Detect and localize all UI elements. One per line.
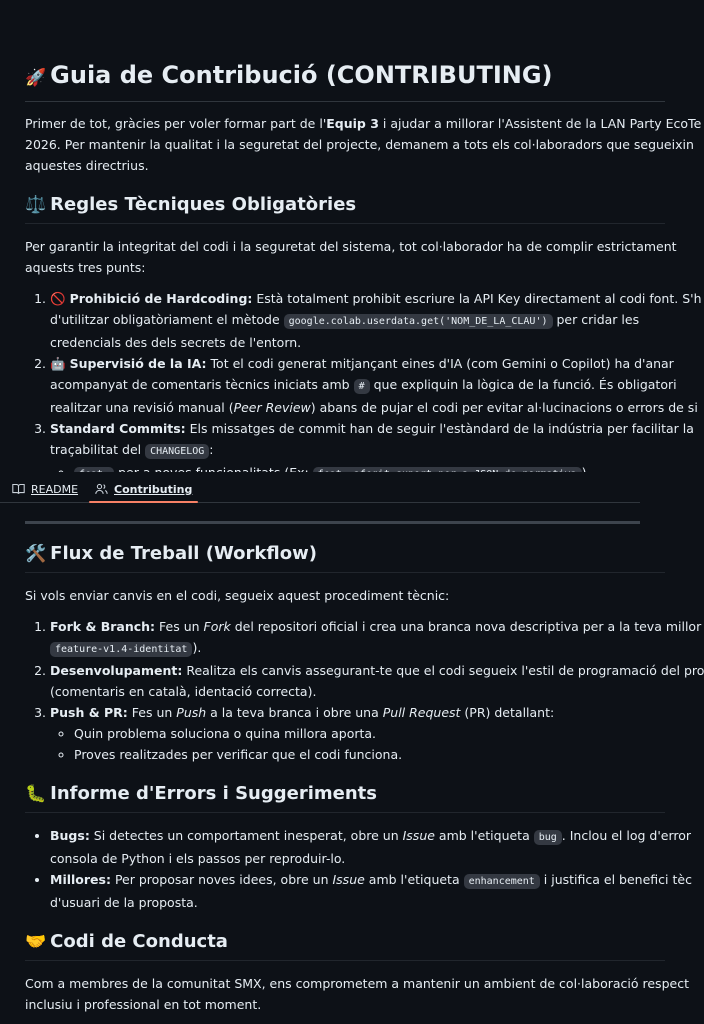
list-item-improvements: • Millores: Per proposar noves idees, obre un Issue amb l'etiqueta enhancement i justifica el benefici tèc d'usuari de la proposta. [50,869,665,913]
list-item: ◦ Proves realitzades per verificar que el codi funciona. [74,744,665,765]
conduct-heading: 🤝 Codi de Conducta [25,929,665,961]
handshake-icon: 🤝 [25,932,47,952]
page-title: 🚀 Guia de Contribució (CONTRIBUTING) [25,60,665,102]
step-development: 2. Desenvolupament: Realitza els canvis assegurant-te que el codi segueix l'estil de programació del pro (comentaris en català, identació correcta). [50,660,665,702]
balance-scale-icon: ⚖️ [25,195,47,215]
tab-contributing[interactable]: Contributing [95,476,192,502]
rule-ai-supervision: 2. 🤖 Supervisió de la IA: Tot el codi generat mitjançant eines d'IA (com Gemini o Copilot) ha d'anar acompanyat de comentaris tècnics iniciats amb # que expliquin la lògica de la funció. És obligatori realitzar una revisió manual (Peer Review) abans de pujar el codi per evitar al·lucinacions o errors de si [50,353,665,418]
inline-code: bug [534,830,562,845]
people-icon [95,483,108,495]
section-divider [25,521,640,524]
rules-intro: Per garantir la integritat del codi i la seguretat del sistema, tot col·laborador ha de complir estrictament aquests tres punts: [25,239,677,275]
robot-icon: 🤖 [50,356,66,371]
bug-icon: 🐛 [25,784,47,804]
tools-icon: 🛠️ [25,544,47,564]
step-push-pr: 3. Push & PR: Fes un Push a la teva branca i obre una Pull Request (PR) detallant: ◦ Quin problema soluciona o quina millora aporta. ◦ Proves realitzades per verificar que el codi funciona. [50,702,665,765]
bugs-list [25,825,692,913]
bottom-content [25,541,704,1015]
rule-hardcoding: 1. 🚫 Prohibició de Hardcoding: Està totalment prohibit escriure la API Key directament al codi font. S'h d'utilitzar obligatòriament el mètode google.colab.userdata.get('NOM_DE_LA_CLAU') per cridar les credencials des dels secrets de l'entorn. [50,288,665,353]
list-item-bugs: • Bugs: Si detectes un comportament inesperat, obre un Issue amb l'etiqueta bug . Inclou el log d'error consola de Python i els passos per reproduir-lo. [50,825,665,869]
workflow-steps [25,616,704,765]
inline-code: google.colab.userdata.get('NOM_DE_LA_CLAU') [284,314,553,329]
active-tab-indicator [89,501,198,503]
prohibited-icon: 🚫 [50,291,66,306]
inline-code: enhancement [464,874,540,889]
intro-paragraph: Primer de tot, gràcies per voler formar part de l'Equip 3 i ajudar a millorar l'Assistent de la LAN Party EcoTe 2026. Per mantenir la qualitat i la seguretat del projecte, demanem a tots els col·laboradors que segueixin aquestes directrius. [25,116,702,173]
rules-list [25,288,702,485]
file-tab-bar [0,472,640,503]
workflow-heading: 🛠️ Flux de Treball (Workflow) [25,541,665,573]
inline-code: # [354,379,370,394]
rules-heading: ⚖️ Regles Tècniques Obligatòries [25,192,665,224]
rocket-icon: 🚀 [25,68,47,88]
pr-details-list [50,723,665,765]
inline-code: CHANGELOG [145,444,209,459]
book-icon [12,483,25,495]
conduct-paragraph: Com a membres de la comunitat SMX, ens comprometem a mantenir un ambient de col·laboració respect inclusiu i professional en tot moment. [25,976,689,1012]
rule-standard-commits: 3. Standard Commits: Els missatges de commit han de seguir l'estàndard de la indústria per facilitar la traçabilitat del CHANGELOG : ◦ [50,418,665,485]
tab-readme[interactable]: README [12,476,78,502]
list-item: ◦ Quin problema soluciona o quina millora aporta. [74,723,665,744]
workflow-intro: Si vols enviar canvis en el codi, segueix aquest procediment tècnic: [25,588,450,603]
inline-code: feature-v1.4-identitat [50,642,192,657]
top-content [25,60,702,485]
step-fork-branch: 1. Fork & Branch: Fes un Fork del repositori oficial i crea una branca nova descriptiva per a la teva millor feature-v1.4-identitat ). [50,616,665,660]
bugs-heading: 🐛 Informe d'Errors i Suggeriments [25,781,665,813]
